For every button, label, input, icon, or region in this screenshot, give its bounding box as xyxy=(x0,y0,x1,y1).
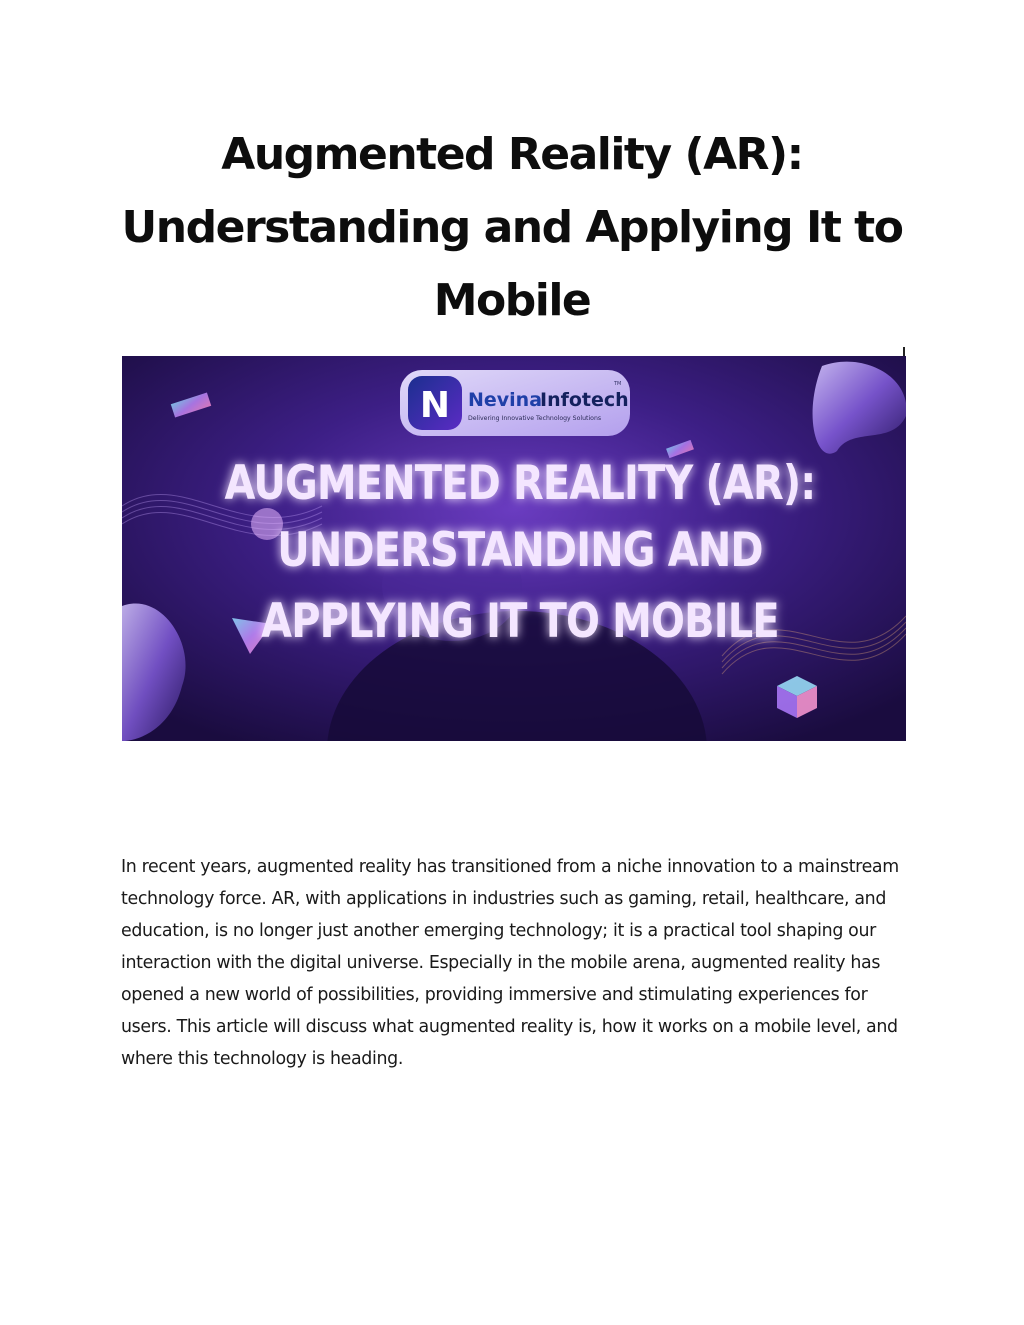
brand-tagline: Delivering Innovative Technology Solutions xyxy=(468,415,602,422)
hero-banner xyxy=(122,356,906,741)
hero-banner-graphic xyxy=(122,356,906,741)
brand-logo xyxy=(400,370,630,436)
headline-line-2: UNDERSTANDING AND xyxy=(277,523,763,578)
headline-line-1: AUGMENTED REALITY (AR): xyxy=(224,456,816,511)
brand-trademark: TM xyxy=(614,381,622,387)
logo-letter: N xyxy=(419,385,451,426)
hero-headline xyxy=(225,457,816,649)
intro-paragraph: In recent years, augmented reality has transitioned from a niche innovation to a mainstream technology force. AR, with applications in industries such as gaming, retail, healthcare, and education, is no longer just another emerging technology; it is a practical tool shaping our interaction with the digital universe. Especially in the mobile arena, augmented reality has opened a new world of possibilities, providing immersive and stimulating experiences for users. This article will discuss what augmented reality is, how it works on a mobile level, and where this technology is heading. xyxy=(121,857,899,1069)
brand-name-first: Nevina xyxy=(468,389,543,411)
brand-name-second: Infotech xyxy=(540,389,629,411)
page-title: Augmented Reality (AR): Understanding and Applying It to Mobile xyxy=(121,129,903,326)
headline-line-3: APPLYING IT TO MOBILE xyxy=(261,594,779,649)
